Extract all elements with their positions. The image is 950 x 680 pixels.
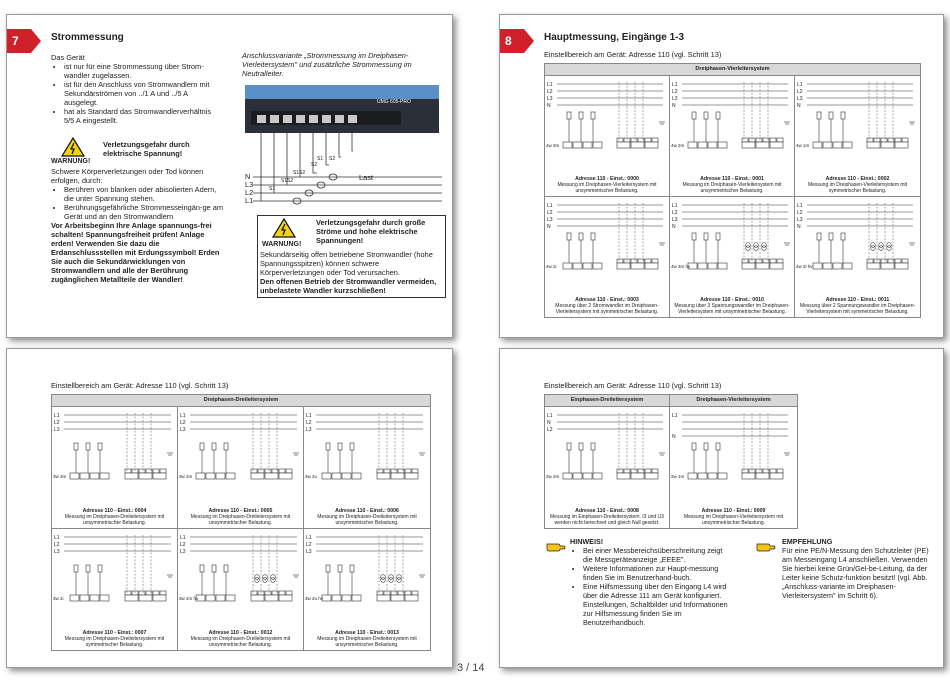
config-cell (670, 76, 795, 197)
config-desc: Messung im Dreiphasen-Dreileitersystem mit unsymmetrischer Belastung. (190, 636, 291, 648)
step-badge (499, 29, 534, 53)
config-cell (178, 407, 304, 529)
schematic-line-label: L3 (797, 96, 803, 102)
config-title: Adresse 110 - Einst.: 0011 (825, 297, 890, 303)
mode-label: 2w 1m (671, 474, 685, 479)
schematic-line-label: N (672, 434, 676, 440)
schematic-line-label: L1 (797, 203, 803, 209)
config-desc: Messung im Dreiphasen-Vierleitersystem mit unsymmetrischer Belastung. (683, 514, 784, 526)
config-desc: Messung im Dreiphasen-Dreileitersystem mit unsymmetrischer Belastung. (317, 514, 417, 526)
config-title: Adresse 110 - Einst.: 0005 (208, 508, 273, 514)
warning-bullet: • Berühren von blanken oder abisolierten Adern, die unter Spannung stehen. (64, 185, 223, 203)
wiring-schematic (178, 529, 303, 624)
bullet-item: • ist für den Anschluss von Stromwandlern mit Sekundärströmen von ../1 A und ../5 A ausgelegt. (64, 80, 223, 107)
mode-label: 3w 3m (53, 474, 67, 479)
manual-page-9 (6, 348, 453, 668)
step-number: 7 (12, 34, 19, 48)
config-desc: Messung im Dreiphasen-Dreileitersystem mit unsymmetrischer Belastung. (317, 636, 417, 648)
schematic-line-label: L3 (180, 427, 186, 433)
config-cell (795, 76, 920, 197)
ct-label: S1 (293, 170, 300, 176)
schematic-line-label: L2 (547, 427, 553, 433)
config-cell (545, 76, 670, 197)
schematic-line-label: L1 (54, 535, 60, 541)
schematic-line-label: N (797, 103, 801, 109)
schematic-line-label: N (797, 224, 801, 230)
config-desc: Messung im Dreiphasen-Dreileitersystem mit unsymmetrischer Belastung. (64, 514, 165, 526)
warning-label: WARNUNG! (262, 241, 302, 248)
load-label: Last (359, 173, 373, 182)
config-grid (544, 394, 798, 529)
wiring-schematic (545, 407, 669, 497)
setting-subtitle: Einstellbereich am Gerät: Adresse 110 (vgl. Schritt 13) (51, 381, 229, 390)
config-desc: Messung über 2 Stromwandler im Dreiphasen-Vierleitersystem mit symmetrischer Belastung. (555, 303, 659, 315)
pointing-hand-icon (546, 539, 566, 550)
schematic-line-label: L2 (672, 210, 678, 216)
pointing-hand-icon (756, 539, 776, 550)
schematic-line-label: L1 (672, 203, 678, 209)
config-desc: Messung über 2 Spannungswandler im Dreiphasen-Vierleitersystem mit symmetrischer Belastung. (799, 303, 916, 315)
mode-label: 4w 2i hv (796, 264, 813, 269)
wiring-schematic (795, 76, 919, 171)
wiring-schematic (178, 407, 303, 502)
schematic-line-label: L1 (672, 82, 678, 88)
recommendation-block (782, 537, 934, 600)
schematic-line-label: L3 (672, 217, 678, 223)
wiring-schematic (545, 197, 669, 292)
page-title: Strommessung (51, 32, 124, 43)
warning-triangle-icon (272, 218, 296, 240)
schematic-line-label: L3 (54, 427, 60, 433)
ct-label: S2 (329, 156, 336, 162)
schematic-line-label: L2 (547, 210, 553, 216)
schematic-line-label: L1 (180, 413, 186, 419)
wiring-schematic (304, 529, 429, 624)
config-title: Adresse 110 - Einst.: 0012 (208, 630, 273, 636)
config-title: Adresse 110 - Einst.: 0000 (575, 176, 639, 182)
warning-heading: Verletzungsgefahr durch große Ströme und hohe elektrische Spannungen! (316, 218, 426, 245)
mode-label: 4w 1m (796, 143, 810, 148)
config-title: Adresse 110 - Einst.: 0013 (335, 630, 399, 636)
schematic-line-label: L2 (180, 420, 186, 426)
manual-page-8 (499, 14, 944, 338)
config-cell (545, 197, 670, 317)
schematic-line-label: L2 (306, 542, 312, 548)
grid-title: Dreiphasen-Dreileitersystem (52, 395, 430, 407)
config-desc: Messung über 3 Spannungswandler im Dreiphasen-Vierleitersystem mit unsymmetrischer Belastung. (674, 303, 790, 315)
config-title: Adresse 110 - Einst.: 0004 (82, 508, 147, 514)
step-number: 8 (505, 34, 512, 48)
recommendation-title: EMPFEHLUNG (782, 537, 833, 546)
schematic-line-label: L1 (672, 413, 678, 419)
line-label-l2: L2 (245, 188, 254, 197)
schematic-line-label: L2 (547, 89, 553, 95)
config-cell (670, 197, 795, 317)
schematic-line-label: N (672, 103, 676, 109)
schematic-line-label: N (672, 224, 676, 230)
recommendation-text: Für eine PE/N-Messung den Schutzleiter (PE) am Messeingang L4 anschließen. Verwenden Sie hierbei keine Grün/Gel-be-Leitung, da der Leiter keine Schutz-funktion besitzt! (vgl. Abb. „Anschluss-variante im Dreiphasen-Vierleitersystem" im Schritt 6). (782, 546, 929, 600)
device-label: UMG 605-PRO (377, 99, 411, 105)
schematic-line-label: N (547, 224, 551, 230)
hint-bullet: • Eine Hilfsmessung über den Eingang L4 wird über die Adresse 111 am Gerät konfiguriert. Einstellungen, Schaltbilder und Informationen zur Hilfsmessung finden Sie im Benutzerhandbuch. (583, 582, 730, 627)
warning-triangle-icon (61, 137, 85, 159)
config-cell (52, 529, 178, 650)
wiring-diagram (237, 81, 442, 211)
config-cell (52, 407, 178, 529)
intro-text: Das Gerät (51, 53, 85, 62)
mode-label: 3w 2u hv (305, 596, 324, 601)
config-cell (670, 395, 797, 528)
mode-label: 4w 2i (546, 264, 557, 269)
page-title: Hauptmessung, Eingänge 1-3 (544, 32, 685, 43)
ct-label: S2 (299, 170, 306, 176)
config-cell (304, 529, 430, 650)
config-title: Adresse 110 - Einst.: 0001 (700, 176, 764, 182)
line-label-l3: L3 (245, 180, 254, 189)
wiring-schematic (670, 76, 794, 171)
wiring-schematic (670, 407, 794, 497)
hint-block (570, 537, 730, 627)
schematic-line-label: L1 (306, 535, 312, 541)
schematic-line-label: L2 (54, 420, 60, 426)
schematic-line-label: N (547, 420, 551, 426)
grid-title: Einphasen-Dreileitersystem (545, 395, 669, 407)
mode-label: 3w 2u (305, 474, 318, 479)
wiring-schematic (795, 197, 919, 292)
config-cell (545, 395, 670, 528)
schematic-line-label: L3 (547, 217, 553, 223)
ct-label: S2 (311, 162, 318, 168)
bullet-item: • ist nur für eine Strommessung über Strom-wandler zugelassen. (64, 62, 223, 80)
hint-bullet: • Bei einer Messbereichsüberschreitung zeigt die Messgeräteanzeige „EEEE". (583, 546, 730, 564)
hint-title: HINWEIS! (570, 537, 604, 546)
ct-label: S1 (269, 186, 276, 192)
line-label-n: N (245, 172, 251, 181)
config-title: Adresse 110 - Einst.: 0003 (575, 297, 639, 303)
warning-bullet: • Berührungsgefährliche Strommesseingän-ge am Gerät und an den Stromwandlern (64, 203, 223, 221)
wiring-schematic (52, 529, 177, 624)
warning-box-2 (257, 215, 446, 298)
schematic-line-label: L1 (797, 82, 803, 88)
config-title: Adresse 110 - Einst.: 0007 (82, 630, 147, 636)
config-desc: Messung im Dreiphasen-Vierleitersystem mit unsymmetrischer Belastung. (557, 182, 657, 194)
schematic-line-label: N (547, 103, 551, 109)
config-desc: Messung im Dreiphasen-Dreileitersystem mit unsymmetrischer Belastung. (190, 514, 291, 526)
mode-label: 3w 2m hv (179, 596, 199, 601)
schematic-line-label: L3 (547, 96, 553, 102)
hint-bullet: • Weitere Informationen zur Haupt-messung finden Sie im Benutzerhand-buch. (583, 564, 730, 582)
grid-title: Dreiphasen-Vierleitersystem (670, 395, 797, 407)
config-title: Adresse 110 - Einst.: 0010 (700, 297, 764, 303)
schematic-line-label: L3 (306, 549, 312, 555)
warning-instruction: Den offenen Betrieb der Stromwandler vermeiden, unbelastete Wandler kurzschließen! (260, 277, 437, 295)
mode-label: 4w 3m (546, 143, 560, 148)
schematic-line-label: L2 (54, 542, 60, 548)
manual-page-7 (6, 14, 453, 338)
warning-instruction: Vor Arbeitsbeginn Ihre Anlage spannungs-frei schalten! Spannungsfreiheit prüfen! Anlage erden! Verwenden Sie dazu die Erdanschlussstellen mit Erdungssymbol! Erden Sie auch die Sekundärwicklungen von Stromwandlern und alle der Berührung zugänglichen Metallteile der Wandler! (51, 221, 220, 284)
wiring-schematic (670, 197, 794, 292)
manual-page-10 (499, 348, 944, 668)
schematic-line-label: L2 (180, 542, 186, 548)
schematic-line-label: L1 (547, 203, 553, 209)
warning-text: Sekundärseitig offen betriebene Stromwandler (hohe Spannungsspitzen) können schwere Körperverletzungen oder Tod verursachen. (260, 250, 433, 277)
schematic-line-label: L3 (672, 96, 678, 102)
ct-label: S1 (317, 156, 324, 162)
mode-label: 3w 2i (53, 596, 64, 601)
page-number: 3 / 14 (457, 662, 485, 674)
wiring-schematic (304, 407, 429, 502)
config-title: Adresse 110 - Einst.: 0006 (335, 508, 399, 514)
schematic-line-label: L3 (180, 549, 186, 555)
config-title: Adresse 110 - Einst.: 0008 (575, 508, 639, 514)
config-desc: Messung im Dreiphasen-Dreileitersystem mit symmetrischer Belastung. (64, 636, 165, 648)
grid-title: Dreiphasen-Vierleitersystem (545, 64, 920, 76)
setting-subtitle: Einstellbereich am Gerät: Adresse 110 (vgl. Schritt 13) (544, 50, 722, 59)
config-desc: Messung im Einphasen-Dreileitersystem. I3 und U3 werden nicht berechnet und gleich Null gesetzt. (550, 514, 664, 526)
step-badge (6, 29, 41, 53)
intro-block (51, 53, 223, 125)
line-label-l1: L1 (245, 196, 254, 205)
config-title: Adresse 110 - Einst.: 0009 (701, 508, 766, 514)
warning-box-1 (51, 137, 223, 284)
schematic-line-label: L1 (547, 413, 553, 419)
bullet-item: • hat als Standard das Stromwandlerverhältnis 5/5 A eingestellt. (64, 107, 223, 125)
warning-label: WARNUNG! (51, 158, 91, 165)
config-desc: Messung im Dreiphasen-Vierleitersystem mit symmetrischer Belastung. (807, 182, 908, 194)
schematic-line-label: L2 (797, 210, 803, 216)
schematic-line-label: L3 (797, 217, 803, 223)
wiring-schematic (545, 76, 669, 171)
wiring-schematic (52, 407, 177, 502)
ct-label: S1 (281, 178, 288, 184)
schematic-line-label: L2 (306, 420, 312, 426)
warning-heading: Verletzungsgefahr durch elektrische Spannung! (103, 140, 190, 158)
schematic-line-label: L1 (54, 413, 60, 419)
figure-caption: Anschlussvariante „Strommessung im Dreiphasen-Vierleitersystem" und zusätzliche Strommessung im Neutralleiter. (242, 51, 412, 78)
config-grid (51, 394, 431, 651)
config-title: Adresse 110 - Einst.: 0002 (825, 176, 890, 182)
mode-label: 2w 2m (546, 474, 560, 479)
schematic-line-label: L1 (547, 82, 553, 88)
warning-text: Schwere Körperverletzungen oder Tod können erfolgen, durch: (51, 167, 204, 185)
config-cell (178, 529, 304, 650)
schematic-line-label: L1 (180, 535, 186, 541)
config-cell (795, 197, 920, 317)
mode-label: 4w 3m hv (671, 264, 691, 269)
config-desc: Messung im Dreiphasen-Vierleitersystem mit unsymmetrischer Belastung. (682, 182, 782, 194)
schematic-line-label: L1 (306, 413, 312, 419)
mode-label: 4w 2m (671, 143, 685, 148)
schematic-line-label: L3 (54, 549, 60, 555)
ct-label: S2 (287, 178, 294, 184)
mode-label: 3w 2m (179, 474, 193, 479)
schematic-line-label: L2 (672, 89, 678, 95)
schematic-line-label: L3 (306, 427, 312, 433)
setting-subtitle: Einstellbereich am Gerät: Adresse 110 (vgl. Schritt 13) (544, 381, 722, 390)
schematic-line-label: L2 (797, 89, 803, 95)
config-cell (304, 407, 430, 529)
config-grid (544, 63, 921, 318)
